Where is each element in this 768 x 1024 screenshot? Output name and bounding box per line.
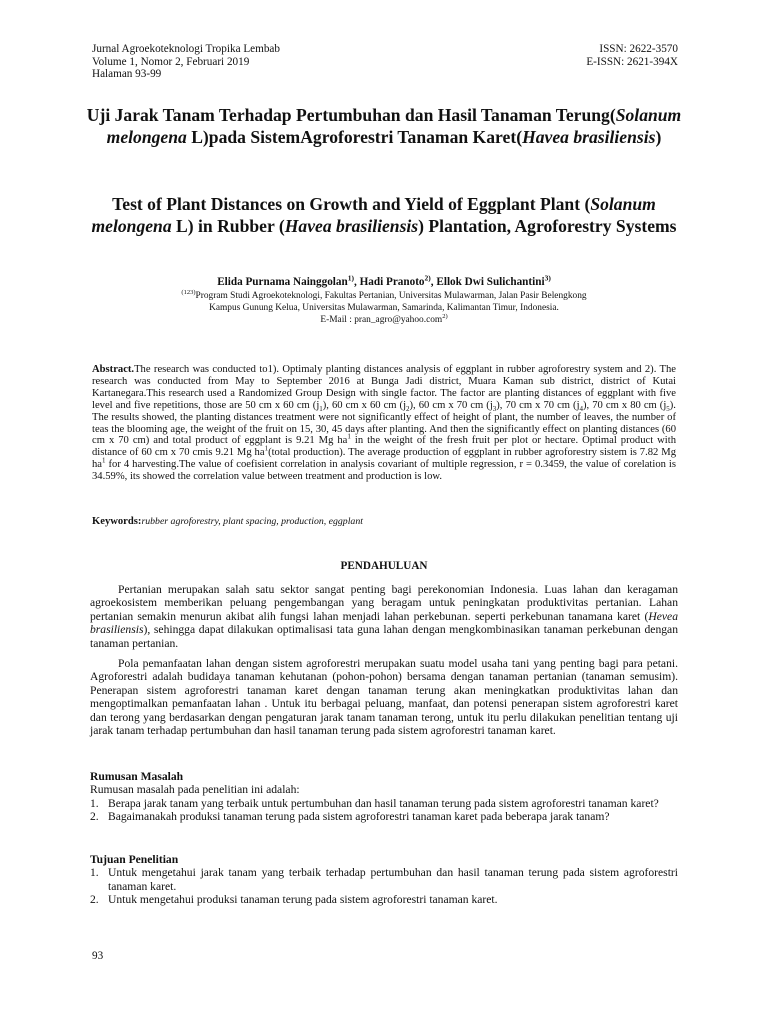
rumusan-masalah: Rumusan Masalah Rumusan masalah pada penelitian ini adalah: 1. Berapa jarak tanam yang terbaik untuk pertumbuhan dan hasil tanaman terung pada sistem agroforestri tanaman karet? 2. Bagaimanakah produksi tanaman terung pada sistem agroforestri tanaman karet pada beberapa jarak tanam? bbox=[90, 770, 678, 824]
keywords: Keywords:rubber agroforestry, plant spacing, production, eggplant bbox=[92, 516, 363, 527]
intro-paragraph-2: Pola pemanfaatan lahan dengan sistem agroforestri merupakan suatu model usaha tani yang penting bagi para petani. Agroforestri adalah budidaya tanaman kehutanan (pohon-pohon) bersama dengan tanaman pertanian (tanaman semusim). Penerapan sistem agroforestri tanaman karet dengan tanaman terung akan meningkatkan produktivitas lahan dan mengoptimalkan pemanfaatan lahan . Untuk itu berbagai peluang, manfaat, dan potensi penerapan sistem agroforestri karet dan terong yang berdasarkan dengan pengaturan jarak tanam tanaman terong, untuk itu perlu dilakukan penelitian tentang uji jarak tanam terhadap pertumbuhan dan hasil tanaman terung pada sistem agroforestri tanaman karet. bbox=[90, 657, 678, 738]
section-heading-pendahuluan: PENDAHULUAN bbox=[340, 560, 428, 572]
list-item: 2. Bagaimanakah produksi tanaman terung pada sistem agroforestri tanaman karet pada beberapa jarak tanam? bbox=[90, 810, 610, 824]
list-item: 1. Berapa jarak tanam yang terbaik untuk pertumbuhan dan hasil tanaman terung pada sistem agroforestri tanaman karet? bbox=[90, 796, 659, 810]
title-indonesian: Uji Jarak Tanam Terhadap Pertumbuhan dan Hasil Tanaman Terung(Solanum melongena L)pada SistemAgroforestri Tanaman Karet(Havea brasiliensis) bbox=[86, 105, 682, 147]
authors-line: Elida Purnama Nainggolan$^{1)}$, Hadi Pranoto$^{2)}$, Ellok Dwi Sulichantini$^{3)}$ bbox=[217, 273, 551, 288]
abstract: Abstract.The research was conducted to1). Optimaly planting distances analysis of eggplant in rubber agroforestry system and 2). The research was conducted from May to September 2016 at Bunga Jadi district, Muara Kaman sub district, district of Kutai Kartanegara.This research used a Randomized Group Design with single factor. The factor are planting distances of eggplant with five level and five repetitions, those are 50 cm x 60 cm $(j_1)$, 60 cm x 60 cm $(j_2)$, 60 cm x 70 cm $(j_3)$, 70 cm x 70 cm $(j_4)$, 70 cm x 80 cm $(j_5)$. The results showed, the planting distances treatment were not significantly effect of height of plant, the number of leaves, the number of teas the blooming age, the weight of the fruit on 15, 30, 45 days after planting. And then the significantly effect on planting distances (60 cm x 70 cm) and total product of eggplant is 9.21 Mg $ha^1$ in the weight of the fresh fruit per plot or hectare. Optimal product with distance of 60 cm x 70 cmis 9.21 Mg $ha^1(total$ production). The average production of eggplant in rubber agroforestry sistem is 7.82 Mg $ha^1$ for 4 harvesting.The value of coefisient correlation in analysis covariant of multiple regression, r = 0.3459, the value of corelation is 34.59%, its showed the correlation value between treatment and production is low. bbox=[92, 364, 676, 483]
author-email: E-Mail : pran_agro@yahoo.com bbox=[320, 315, 443, 326]
title-english: Test of Plant Distances on Growth and Yield of Eggplant Plant (Solanum melongena L) in Rubber (Havea brasiliensis) Plantation, Agroforestry Systems bbox=[91, 194, 677, 236]
page-number: 93 bbox=[92, 950, 104, 962]
journal-name: Jurnal Agroekoteknologi Tropika Lembab bbox=[92, 43, 280, 55]
journal-pages: Halaman 93-99 bbox=[92, 68, 162, 81]
journal-volume: Volume 1, Nomor 2, Februari 2019 bbox=[92, 55, 250, 68]
eissn: E-ISSN: 2621-394X bbox=[586, 55, 678, 68]
affiliation: $^{(123)}$Program Studi Agroekoteknologi, Fakultas Pertanian, Universitas Mulawarman, Jalan Pasir Belengkong Kampus Gunung Kelua, Universitas Mulawarman, Samarinda, Kalimantan Timur, Indonesia. E-Mail : pran_agro@yahoo.com$^{2)}$ bbox=[181, 288, 587, 326]
issn: ISSN: 2622-3570 bbox=[599, 43, 678, 55]
journal-header-right bbox=[586, 43, 678, 68]
intro-paragraph-1: Pertanian merupakan salah satu sektor sangat penting bagi perekonomian Indonesia. Luas lahan dan keragaman agroekosistem memberikan peluang pengembangan yang beragam untuk peningkatan produktivitas pertanian. Lahan pertanian semakin menurun akibat alih fungsi lahan menjadi lahan perkebunan. seperti perkebunan tanamana karet (Hevea brasiliensis), sehingga dapat dilakukan optimalisasi tata guna lahan dengan mengkombinasikan tanaman perkebunan dengan tanaman pertanian. bbox=[90, 583, 678, 650]
list-item: 2. Untuk mengetahui produksi tanaman terung pada sistem agroforestri tanaman karet. bbox=[90, 893, 498, 907]
tujuan-penelitian bbox=[90, 853, 678, 907]
journal-header-left bbox=[92, 43, 280, 81]
rumusan-heading: Rumusan Masalah bbox=[90, 770, 184, 783]
tujuan-heading: Tujuan Penelitian bbox=[90, 853, 179, 866]
abstract-label: Abstract. bbox=[92, 364, 135, 375]
list-item: 1. Untuk mengetahui jarak tanam yang terbaik terhadap pertumbuhan dan hasil tanaman terung pada sistem agroforestri tanaman karet. bbox=[90, 866, 678, 893]
